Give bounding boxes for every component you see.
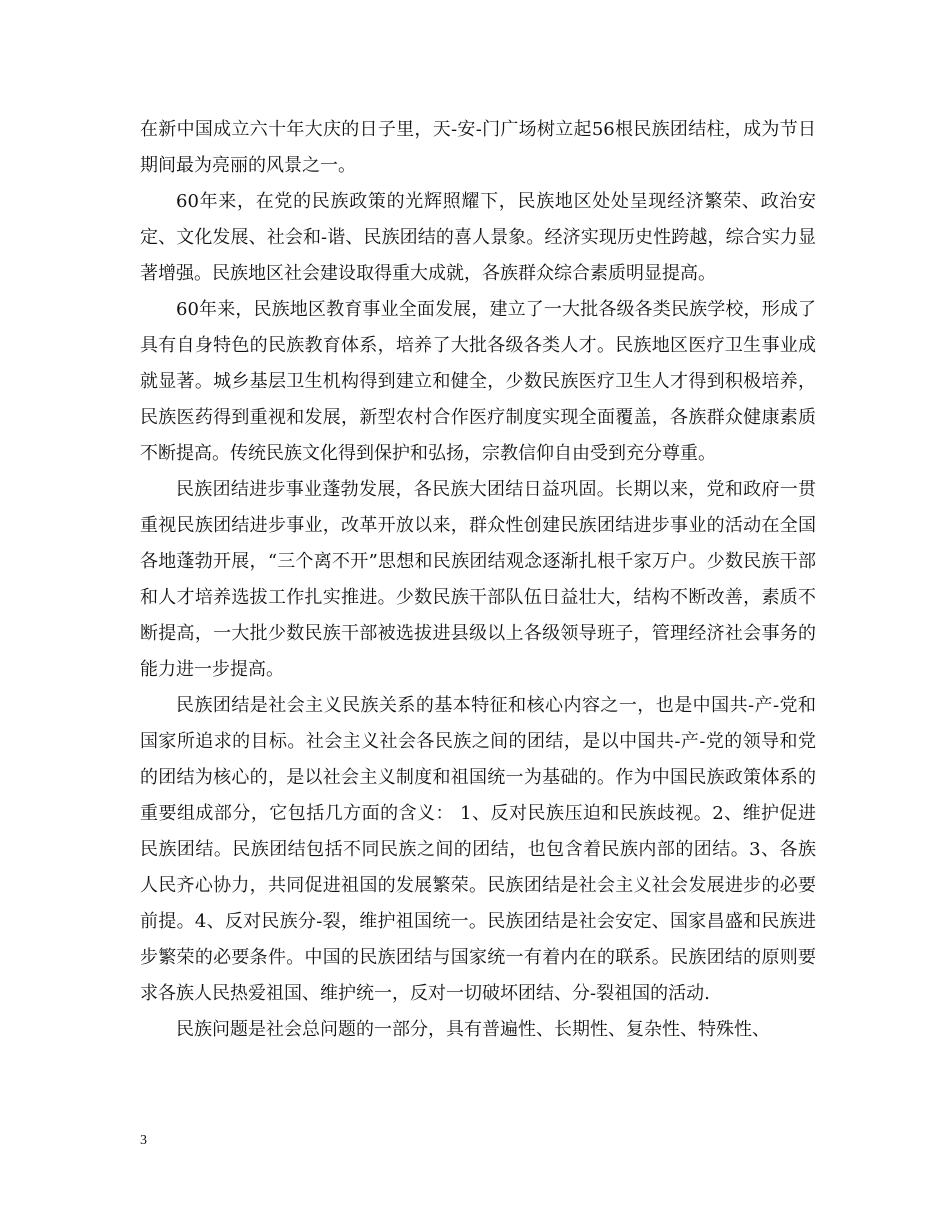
paragraph-3: 60年来，民族地区教育事业全面发展，建立了一大批各级各类民族学校，形成了具有自身特色的民族教育体系，培养了大批各级各类人才。民族地区医疗卫生事业成就显著。城乡基层卫生机构得到建立和健全，少数民族医疗卫生人才得到积极培养，民族医药得到重视和发展，新型农村合作医疗制度实现全面覆盖，各族群众健康素质不断提高。传统民族文化得到保护和弘扬，宗教信仰自由受到充分尊重。 (140, 299, 816, 464)
paragraph-1: 在新中国成立六十年大庆的日子里，天-安-门广场树立起56根民族团结柱，成为节日期间最为亮丽的风景之一。 (140, 119, 816, 176)
paragraph-6: 民族问题是社会总问题的一部分，具有普遍性、长期性、复杂性、特殊性、 (176, 1019, 770, 1040)
paragraph-5: 民族团结是社会主义民族关系的基本特征和核心内容之一，也是中国共-产-党和国家所追求的目标。社会主义社会各民族之间的团结，是以中国共-产-党的领导和党的团结为核心的，是以社会主义制度和祖国统一为基础的。作为中国民族政策体系的重要组成部分，它包括几方面的含义： 1、反对民族压迫和民族歧视。2、维护促进民族团结。民族团结包括不同民族之间的团结，也包含着民族内部的团结。3、各族人民齐心协力，共同促进祖国的发展繁荣。民族团结是社会主义社会发展进步的必要前提。4、反对民族分-裂，维护祖国统一。民族团结是社会安定、国家昌盛和民族进步繁荣的必要条件。中国的民族团结与国家统一有着内在的联系。民族团结的原则要求各族人民热爱祖国、维护统一，反对一切破坏团结、分-裂祖国的活动. (140, 695, 816, 1004)
paragraph-4: 民族团结进步事业蓬勃发展，各民族大团结日益巩固。长期以来，党和政府一贯重视民族团结进步事业，改革开放以来，群众性创建民族团结进步事业的活动在全国各地蓬勃开展，“三个离不开”思想和民族团结观念逐渐扎根千家万户。少数民族干部和人才培养选拔工作扎实推进。少数民族干部队伍日益壮大，结构不断改善，素质不断提高，一大批少数民族干部被选拔进县级以上各级领导班子，管理经济社会事务的能力进一步提高。 (140, 479, 816, 680)
page-number: 3 (140, 1133, 147, 1148)
document-body (140, 112, 816, 1048)
paragraph-2: 60年来，在党的民族政策的光辉照耀下，民族地区处处呈现经济繁荣、政治安定、文化发展、社会和-谐、民族团结的喜人景象。经济实现历史性跨越，综合实力显著增强。民族地区社会建设取得重大成就，各族群众综合素质明显提高。 (140, 191, 816, 284)
